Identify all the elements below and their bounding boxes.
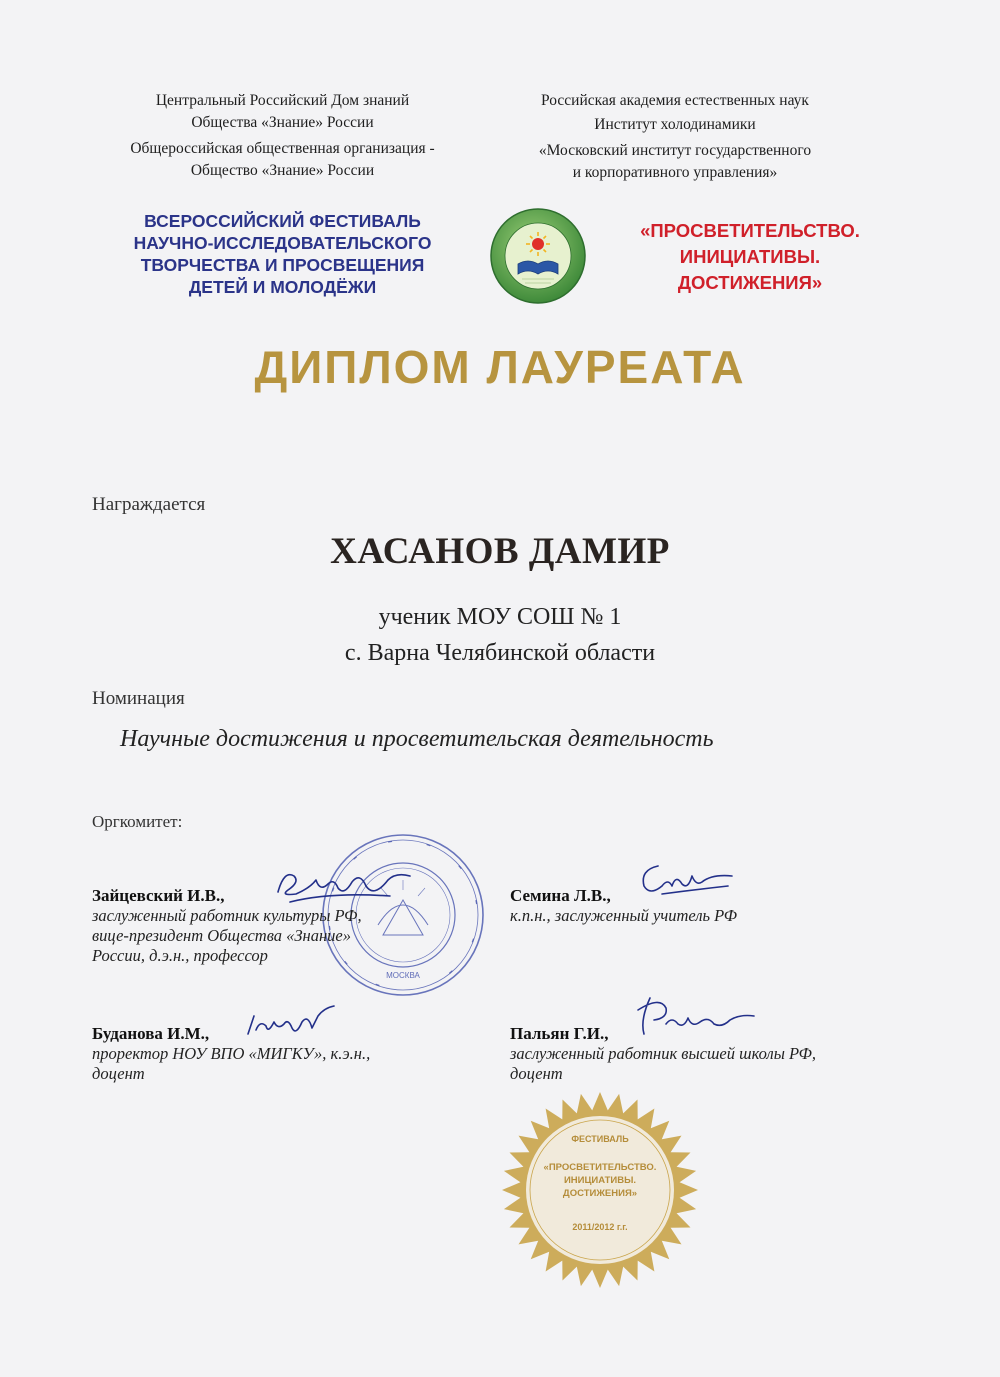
festival-name-left bbox=[95, 210, 470, 298]
festival-right-line: ИНИЦИАТИВЫ. bbox=[679, 246, 821, 267]
signatory-name: Пальян Г.И., bbox=[510, 1024, 609, 1043]
signatory-desc-line: вице-президент Общества «Знание» bbox=[92, 926, 351, 945]
signatory-name: Семина Л.В., bbox=[510, 886, 611, 905]
seal-line-4: ДОСТИЖЕНИЯ» bbox=[562, 1188, 638, 1199]
signatory-desc-line: России, д.э.н., профессор bbox=[92, 946, 268, 965]
right-org-block bbox=[490, 90, 860, 184]
festival-logo bbox=[488, 206, 588, 306]
signatory-desc-line: заслуженный работник культуры РФ, bbox=[92, 906, 362, 925]
left-org-line: Общество «Знание» России bbox=[190, 162, 375, 179]
festival-name-right bbox=[590, 218, 910, 296]
right-org-line: Институт холодинамики bbox=[594, 116, 756, 133]
signatory-desc-line: доцент bbox=[92, 1064, 145, 1083]
seal-line-1: ФЕСТИВАЛЬ bbox=[571, 1134, 629, 1144]
left-org-line: Общероссийская общественная организация - bbox=[130, 140, 435, 157]
signatory-desc-line: заслуженный работник высшей школы РФ, bbox=[510, 1044, 817, 1063]
nomination-label: Номинация bbox=[92, 688, 185, 709]
festival-right-line: ДОСТИЖЕНИЯ» bbox=[677, 272, 823, 293]
right-org-line: Российская академия естественных наук bbox=[541, 92, 809, 109]
signature-budanova bbox=[238, 1000, 348, 1050]
signatory-desc-line: проректор НОУ ВПО «МИГКУ», к.э.н., bbox=[92, 1044, 371, 1063]
seal-line-2: «ПРОСВЕТИТЕЛЬСТВО. bbox=[543, 1162, 657, 1173]
festival-left-line: НАУЧНО-ИССЛЕДОВАТЕЛЬСКОГО bbox=[133, 233, 432, 253]
signature-palyan bbox=[630, 990, 760, 1050]
festival-left-line: ДЕТЕЙ И МОЛОДЁЖИ bbox=[188, 277, 377, 297]
left-org-line: Общества «Знание» России bbox=[191, 114, 374, 131]
school-line-2: с. Варна Челябинской области bbox=[344, 640, 656, 666]
festival-gold-seal bbox=[500, 1090, 700, 1290]
signature-zaitsevsky bbox=[270, 862, 420, 912]
festival-left-line: ВСЕРОССИЙСКИЙ ФЕСТИВАЛЬ bbox=[144, 211, 421, 231]
signatory-name: Буданова И.М., bbox=[92, 1024, 210, 1043]
diploma-title: ДИПЛОМ ЛАУРЕАТА bbox=[254, 341, 746, 393]
left-org-line: Центральный Российский Дом знаний bbox=[155, 92, 410, 109]
stamp-city: МОСКВА bbox=[386, 971, 420, 980]
festival-right-line: «ПРОСВЕТИТЕЛЬСТВО. bbox=[640, 220, 860, 241]
seal-year: 2011/2012 г.г. bbox=[572, 1222, 628, 1232]
awarded-label: Награждается bbox=[92, 494, 206, 515]
signature-semina bbox=[632, 856, 742, 906]
committee-label: Оргкомитет: bbox=[92, 812, 183, 831]
signatory-name: Зайцевский И.В., bbox=[92, 886, 225, 905]
left-org-block bbox=[95, 90, 470, 182]
recipient-name: ХАСАНОВ ДАМИР bbox=[330, 531, 670, 572]
seal-line-3: ИНИЦИАТИВЫ. bbox=[563, 1175, 637, 1186]
school-line-1: ученик МОУ СОШ № 1 bbox=[378, 604, 622, 630]
festival-left-line: ТВОРЧЕСТВА И ПРОСВЕЩЕНИЯ bbox=[140, 255, 425, 275]
nomination-value: Научные достижения и просветительская деятельность bbox=[120, 726, 714, 752]
right-org-line: «Московский институт государственного bbox=[538, 142, 812, 159]
signatory-desc-line: доцент bbox=[510, 1064, 563, 1083]
signatory-desc-line: к.п.н., заслуженный учитель РФ bbox=[510, 906, 738, 925]
right-org-line: и корпоративного управления» bbox=[572, 164, 778, 181]
